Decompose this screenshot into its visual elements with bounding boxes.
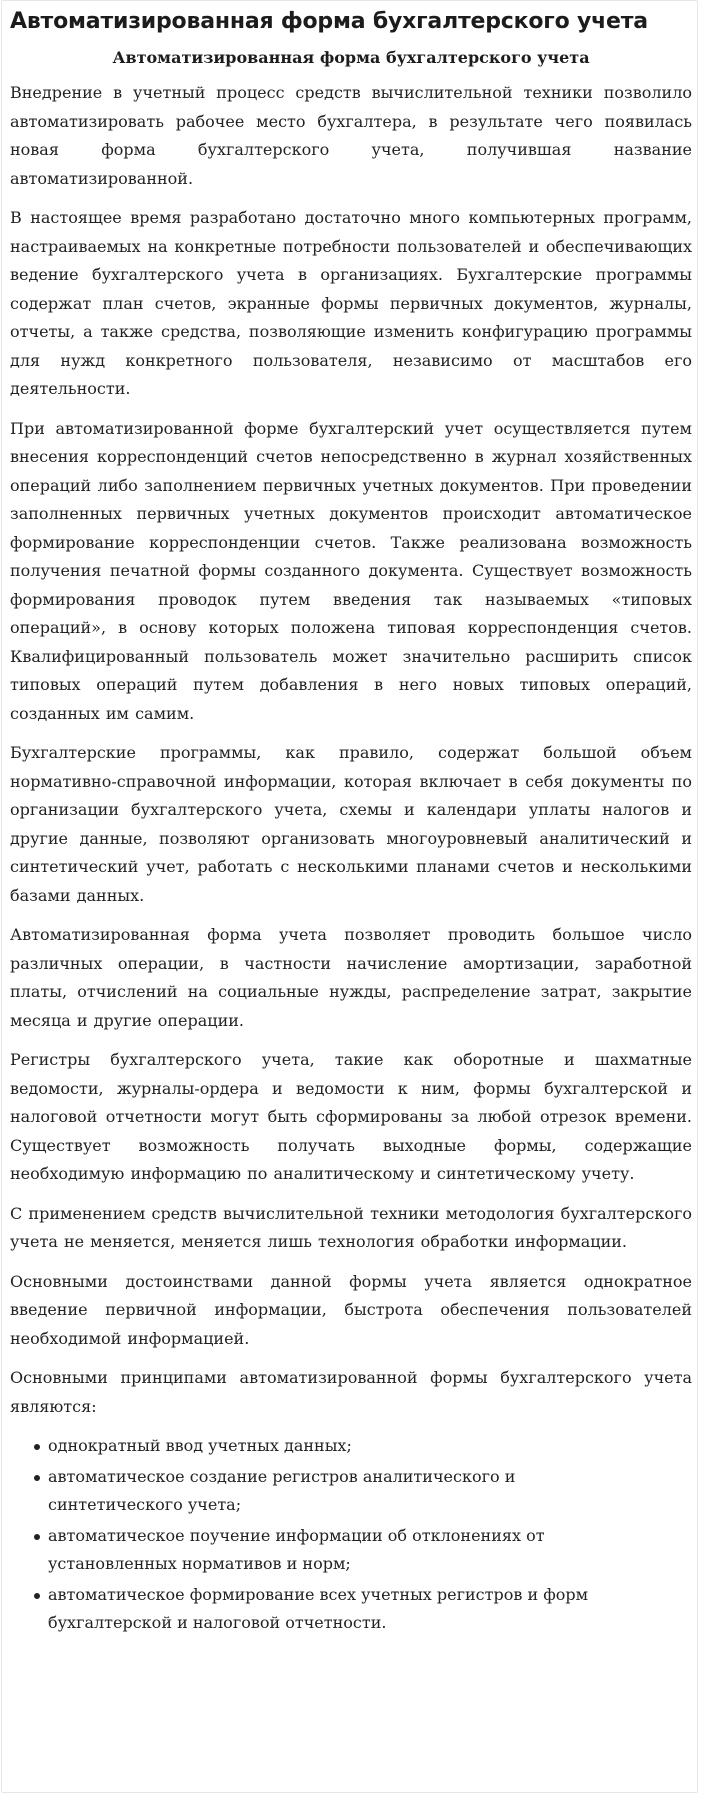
list-item: [34, 1432, 608, 1461]
list-item-text: однократный ввод учетных данных;: [48, 1436, 352, 1455]
list-item-text: автоматическое формирование всех учетных регистров и форм бухгалтерской и налоговой отчетности.: [48, 1584, 589, 1632]
paragraph-9: Основными принципами автоматизированной формы бухгалтерского учета являются:: [10, 1368, 692, 1416]
bullet-dot-icon: [34, 1444, 40, 1450]
list-item-text: автоматическое поучение информации об отклонениях от установленных нормативов и норм;: [48, 1525, 545, 1573]
paragraph-6: Регистры бухгалтерского учета, такие как оборотные и шахматные ведомости, журналы-ордера и ведомости к ним, формы бухгалтерской и налоговой отчетности могут быть сформированы за любой отрезок времени. Существует возможность получать выходные формы, содержащие необходимую информацию по аналитическому и синтетическому учету.: [10, 1050, 692, 1183]
paragraph-2: В настоящее время разработано достаточно много компьютерных программ, настраиваемых на конкретные потребности пользователей и обеспечивающих ведение бухгалтерского учета в организациях. Бухгалтерские программы содержат план счетов, экранные формы первичных документов, журналы, отчеты, а также средства, позволяющие изменить конфигурацию программы для нужд конкретного пользователя, независимо от масштабов его деятельности.: [10, 208, 692, 398]
bullet-dot-icon: [34, 1475, 40, 1481]
bullet-dot-icon: [34, 1593, 40, 1599]
paragraph-5: Автоматизированная форма учета позволяет проводить большое число различных операции, в частности начисление амортизации, заработной платы, отчислений на социальные нужды, распределение затрат, закрытие месяца и другие операции.: [10, 925, 692, 1030]
list-item: [34, 1522, 608, 1579]
paragraph-8: Основными достоинствами данной формы учета является однократное введение первичной информации, быстрота обеспечения пользователей необходимой информацией.: [10, 1271, 692, 1348]
bullet-dot-icon: [34, 1534, 40, 1540]
page-title: Автоматизированная форма бухгалтерского учета: [10, 9, 648, 34]
principles-list: [10, 1432, 692, 1638]
list-item-text: автоматическое создание регистров аналитического и синтетического учета;: [48, 1466, 516, 1514]
paragraph-4: Бухгалтерские программы, как правило, содержат большой объем нормативно-справочной информации, которая включает в себя документы по организации бухгалтерского учета, схемы и календари уплаты налогов и другие данные, позволяют организовать многоуровневый аналитический и синтетический учет, работать с несколькими планами счетов и несколькими базами данных.: [10, 743, 692, 905]
paragraph-1: Внедрение в учетный процесс средств вычислительной техники позволило автоматизировать рабочее место бухгалтера, в результате чего появилась новая форма бухгалтерского учета, получившая название автоматизированной.: [10, 83, 692, 188]
paragraph-7: С применением средств вычислительной техники методология бухгалтерского учета не меняется, меняется лишь технология обработки информации.: [10, 1203, 692, 1251]
article-body: [10, 46, 692, 1640]
list-item: [34, 1581, 608, 1638]
list-item: [34, 1463, 608, 1520]
article-subtitle: Автоматизированная форма бухгалтерского учета: [112, 48, 590, 67]
paragraph-3: При автоматизированной форме бухгалтерский учет осуществляется путем внесения корреспонденций счетов непосредственно в журнал хозяйственных операций либо заполнением первичных учетных документов. При проведении заполненных первичных учетных документов происходит автоматическое формирование корреспонденции счетов. Также реализована возможность получения печатной формы созданного документа. Существует возможность формирования проводок путем введения так называемых «типовых операций», в основу которых положена типовая корреспонденция счетов. Квалифицированный пользователь может значительно расширить список типовых операций путем добавления в него новых типовых операций, созданных им самим.: [10, 418, 692, 723]
